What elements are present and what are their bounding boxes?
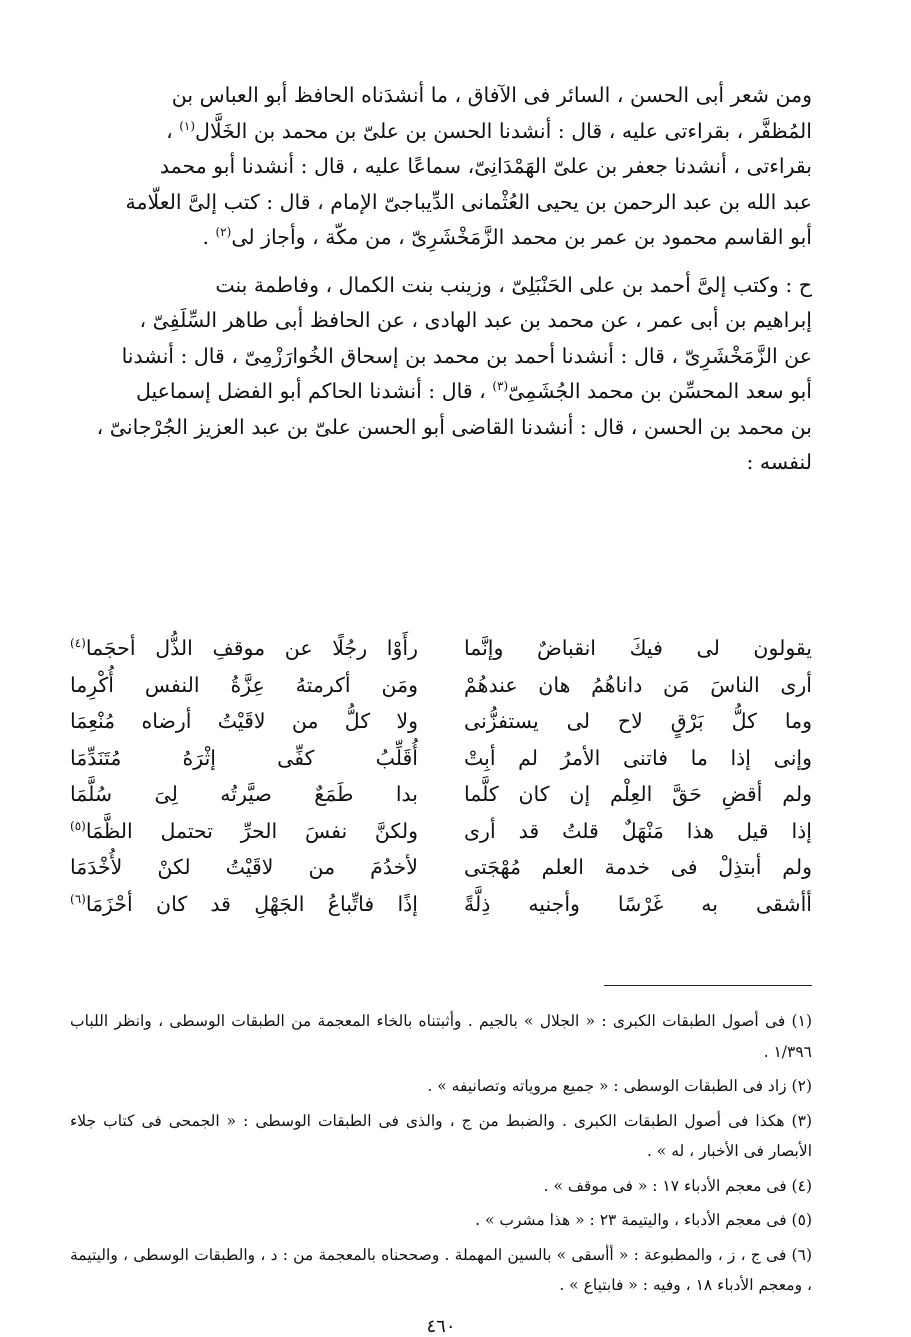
footnote-ref[interactable]: (٥) (70, 818, 86, 833)
paragraph-line: أبو سعد المحسِّن بن محمد الجُشَمِىّ$^{(٣)}$ ، قال : أنشدنا الحاكم أبو الفضل إسماعيل (135, 379, 812, 403)
verse-second-hemistich: ولا كلُّ من لاقَيْتُ أرضاه مُنْعِمَا (70, 709, 418, 733)
poem-verse (70, 667, 812, 704)
footnote: (٣) هكذا فى أصول الطبقات الكبرى . والضبط من ج ، والذى فى الطبقات الوسطى : « الجمحى فى كتاب جلاء الأبصار فى الأخبار ، له » . (70, 1111, 812, 1160)
verse-first-hemistich: ولم أبتذِلْ فى خدمة العلم مُهْجَتى (464, 855, 812, 879)
poem-verse (70, 776, 812, 813)
poem (70, 630, 812, 922)
poem-verse (70, 886, 812, 923)
poem-verse (70, 740, 812, 777)
verse-second-hemistich: ومَن أكرمتهُ عِزَّةُ النفس أُكْرِما (70, 672, 418, 697)
paragraph-line: عبد الله بن عبد الرحمن بن يحيى العُثْمانى الدِّيباجىّ الإمام ، قال : كتب إلىَّ العلّامة (125, 189, 812, 214)
poem-verse (70, 813, 812, 850)
paragraph-line: عن الزَّمَخْشَرِىّ ، قال : أنشدنا أحمد بن محمد بن إسحاق الخُوارَزْمِىّ ، قال : أنشدنا (121, 343, 812, 368)
verse-second-hemistich: أُقَلِّبُ كفِّى إثْرَهُ مُتَنَدِّمَا (70, 745, 418, 770)
footnote-ref[interactable]: (٢) (215, 225, 232, 240)
poem-verse (70, 630, 812, 667)
footnote-ref[interactable]: (٣) (492, 379, 509, 394)
paragraph-line: ح : وكتب إلىَّ أحمد بن على الحَنْبَلِىّ ، وزينب بنت الكمال ، وفاطمة بنت (215, 272, 812, 297)
paragraph-1 (70, 78, 812, 256)
verse-second-hemistich: بدا طَمَعٌ صيَّرتُه لِىَ سُلَّمَا (70, 782, 418, 806)
paragraph-line: إبراهيم بن أبى عمر ، عن محمد بن عبد الهادى ، عن الحافظ أبى طاهر السِّلَفِىّ ، (139, 308, 812, 332)
verse-second-hemistich: رأَوْا رجُلًا عن موقفِ الذُّل أحجَما$^{(٤)}$ (70, 636, 418, 660)
paragraph-line: لنفسه : (746, 450, 812, 474)
verse-first-hemistich: يقولون لى فيكَ انقباضٌ وإنَّما (464, 636, 812, 660)
verse-first-hemistich: ولم أقضِ حَقَّ العِلْم إن كان كلَّما (464, 782, 812, 806)
verse-second-hemistich: إذًا فاتِّباعُ الجَهْلِ قد كان أحْزَمَا$^{(٦)}$ (70, 891, 418, 916)
footnote-separator (604, 985, 812, 986)
paragraph-line: المُظفَّر ، بقراءتى عليه ، قال : أنشدنا الحسن بن علىّ بن محمد بن الخَلَّال$^{(١)}$ ، (166, 118, 812, 143)
poem-verse (70, 703, 812, 740)
footnote: (٦) فى ج ، ز ، والمطبوعة : « أأسقى » بالسين المهملة . وصححناه بالمعجمة من : د ، والطبقات الوسطى ، واليتيمة ، ومعجم الأدباء ١٨ ، وفيه : « فابتياع » . (70, 1245, 812, 1294)
footnotes (70, 1006, 812, 1305)
footnote: (١) فى أصول الطبقات الكبرى : « الجلال » بالجيم . وأثبتناه بالخاء المعجمة من الطبقات الوسطى ، وانظر اللباب ١/٣٩٦ . (70, 1012, 812, 1061)
verse-second-hemistich: لأخدُمَ من لاقَيْتُ لكنْ لأُخْدَمَا (70, 855, 418, 879)
poem-verse (70, 849, 812, 886)
footnote-ref[interactable]: (١) (179, 118, 196, 133)
verse-first-hemistich: أرى الناسَ مَن داناهُمُ هان عندهُمْ (464, 672, 812, 697)
paragraph-line: أبو القاسم محمود بن عمر بن محمد الزَّمَخْشَرِىّ ، من مكّة ، وأجاز لى$^{(٢)}$ . (202, 225, 812, 249)
page-body (70, 78, 812, 1337)
paragraph-2 (70, 268, 812, 481)
footnote-ref[interactable]: (٤) (70, 636, 86, 651)
footnote-ref[interactable]: (٦) (70, 891, 86, 906)
footnote: (٢) زاد فى الطبقات الوسطى : « جميع مروياته وتصانيفه » . (427, 1077, 812, 1095)
page-number: ٤٦٠ (426, 1316, 456, 1337)
paragraph-line: ومن شعر أبى الحسن ، السائر فى الآفاق ، ما أنشدَناه الحافظ أبو العباس بن (171, 83, 812, 107)
verse-second-hemistich: ولكنَّ نفسَ الحرِّ تحتمل الظَّمَا$^{(٥)}$ (70, 818, 418, 843)
verse-first-hemistich: وإنى إذا ما فاتنى الأمرُ لم أبِتْ (464, 745, 812, 770)
paragraph-line: بقراءتى ، أنشدنا جعفر بن علىّ الهَمْدَانِىّ، سماعًا عليه ، قال : أنشدنا أبو محمد (159, 154, 812, 178)
verse-first-hemistich: إذا قيل هذا مَنْهَلٌ قلتُ قد أرى (464, 818, 812, 843)
footnote: (٥) فى معجم الأدباء ، واليتيمة ٢٣ : « هذا مشرب » . (475, 1211, 812, 1229)
paragraph-line: بن محمد بن الحسن ، قال : أنشدنا القاضى أبو الحسن علىّ بن عبد العزيز الجُرْجانىّ ، (96, 414, 812, 439)
verse-first-hemistich: وما كلُّ بَرْقٍ لاح لى يستفزُّنى (464, 709, 812, 733)
verse-first-hemistich: أأشقى به غَرْسًا وأجنيه ذِلَّةً (464, 891, 812, 916)
footnote: (٤) فى معجم الأدباء ١٧ : « فى موقف » . (543, 1176, 812, 1195)
